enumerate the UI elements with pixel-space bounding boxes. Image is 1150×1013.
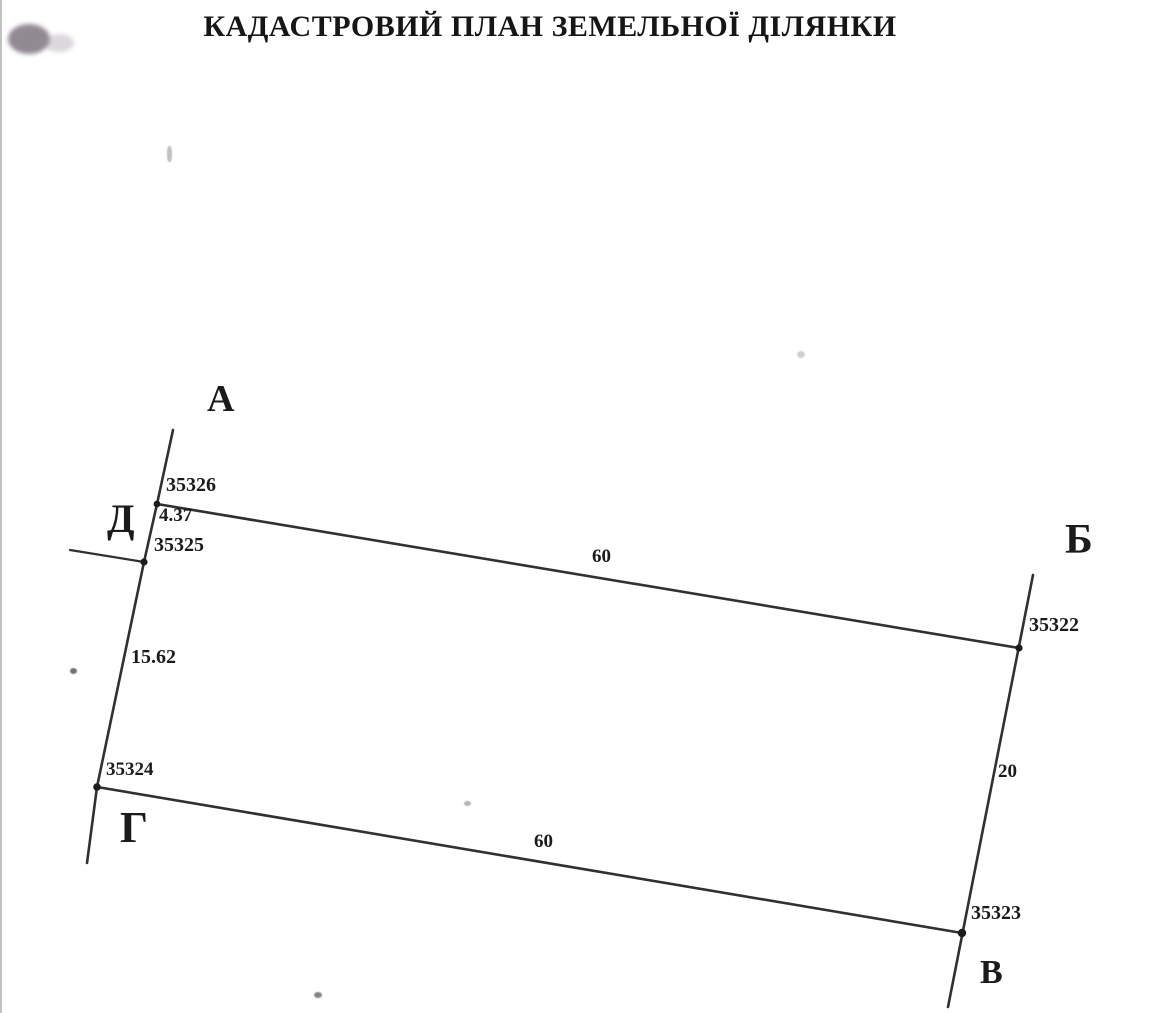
corner-label-v: В — [980, 954, 1003, 991]
distance-label-ab-60: 60 — [592, 546, 611, 567]
corner-label-g: Г — [120, 803, 148, 852]
point-number-35322: 35322 — [1029, 614, 1079, 636]
corner-label-b: Б — [1065, 517, 1093, 563]
point-number-35323: 35323 — [971, 902, 1021, 924]
distance-label-4-37: 4.37 — [159, 505, 193, 526]
corner-label-d: Д — [107, 496, 135, 541]
distance-label-15-62: 15.62 — [131, 646, 176, 668]
survey-point-35323 — [958, 929, 966, 937]
survey-point-35325 — [140, 558, 147, 565]
boundary-side-ab — [157, 504, 1019, 648]
survey-point-35324 — [93, 783, 101, 791]
corner-label-a: А — [207, 378, 235, 420]
distance-label-gv-60: 60 — [534, 831, 553, 852]
boundary-side-gv — [97, 787, 962, 933]
distance-label-bv-20: 20 — [998, 761, 1017, 782]
point-number-35324: 35324 — [106, 759, 154, 780]
boundary-right-line — [948, 575, 1033, 1007]
point-number-35325: 35325 — [154, 534, 204, 556]
survey-point-35322 — [1015, 644, 1022, 651]
page-title: КАДАСТРОВИЙ ПЛАН ЗЕМЕЛЬНОЇ ДІЛЯНКИ — [203, 10, 897, 43]
boundary-side-d — [70, 550, 144, 562]
point-number-35326: 35326 — [166, 474, 216, 496]
